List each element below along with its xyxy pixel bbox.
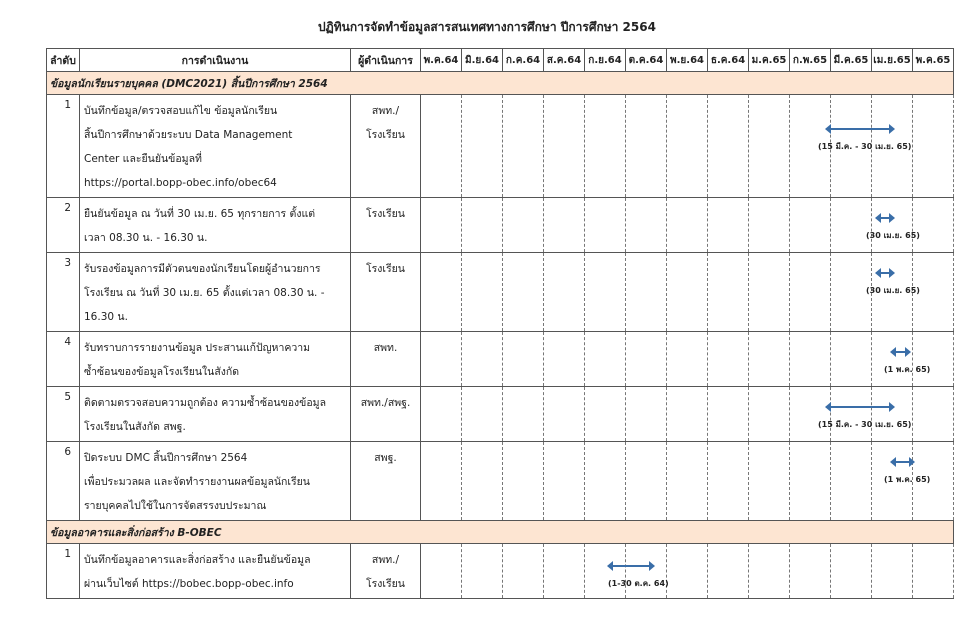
timeline-label: (30 เม.ย. 65)	[866, 230, 920, 240]
month-cell	[585, 332, 626, 387]
month-cell	[626, 253, 667, 332]
month-cell	[749, 332, 790, 387]
month-cell	[667, 387, 708, 442]
month-cell	[708, 332, 749, 387]
timeline-label: (15 มี.ค. - 30 เม.ย. 65)	[818, 419, 912, 429]
month-cell	[790, 332, 831, 387]
month-cell	[585, 95, 626, 198]
col-month: ม.ค.65	[749, 49, 790, 72]
activity-line: บันทึกข้อมูล/ตรวจสอบแก้ไข ข้อมูลนักเรียน	[84, 105, 278, 117]
responsible-line: โรงเรียน	[366, 208, 405, 220]
month-cell	[585, 253, 626, 332]
responsible-line: สพท.	[373, 342, 398, 354]
responsible-line: โรงเรียน	[366, 129, 405, 141]
activity-line: รายบุคคลไปใช้ในการจัดสรรงบประมาณ	[84, 500, 267, 512]
responsible-line: โรงเรียน	[366, 578, 405, 590]
month-cell	[462, 198, 503, 253]
activity-line: สิ้นปีการศึกษาด้วยระบบ Data Management	[84, 129, 293, 141]
month-cell	[872, 544, 913, 599]
col-activity: การดำเนินงาน	[80, 49, 351, 72]
month-cell	[421, 95, 462, 198]
month-cell	[667, 95, 708, 198]
month-cell	[872, 198, 913, 253]
activity-line: รับรองข้อมูลการมีตัวตนของนักเรียนโดยผู้อำนวยการ	[84, 263, 321, 275]
month-cell	[421, 253, 462, 332]
month-cell	[503, 442, 544, 521]
month-cell	[544, 332, 585, 387]
col-month: เม.ย.65	[872, 49, 913, 72]
responsible-cell	[351, 544, 421, 599]
month-cell	[790, 442, 831, 521]
month-cell	[708, 387, 749, 442]
row-number: 5	[47, 387, 80, 442]
month-cell	[913, 544, 954, 599]
col-month: พ.ค.64	[421, 49, 462, 72]
col-month: ส.ค.64	[544, 49, 585, 72]
month-cell	[462, 253, 503, 332]
month-cell	[462, 332, 503, 387]
activity-line: บันทึกข้อมูลอาคารและสิ่งก่อสร้าง และยืนยันข้อมูล	[84, 554, 311, 566]
section-title: ข้อมูลนักเรียนรายบุคคล (DMC2021) สิ้นปีการศึกษา 2564	[47, 72, 954, 95]
month-cell	[626, 442, 667, 521]
responsible-cell	[351, 198, 421, 253]
activity-line: โรงเรียน ณ วันที่ 30 เม.ย. 65 ตั้งแต่เวลา 08.30 น. -	[84, 287, 325, 299]
row-number: 1	[47, 544, 80, 599]
month-cell	[913, 253, 954, 332]
page-title: ปฏิทินการจัดทำข้อมูลสารสนเทศทางการศึกษา ปีการศึกษา 2564	[318, 20, 656, 34]
col-responsible: ผู้ดำเนินการ	[351, 49, 421, 72]
month-cell	[667, 332, 708, 387]
month-cell	[421, 387, 462, 442]
table-row	[47, 442, 954, 521]
table-row	[47, 544, 954, 599]
month-cell	[544, 387, 585, 442]
activity-cell	[80, 387, 351, 442]
month-cell	[544, 544, 585, 599]
month-cell	[462, 387, 503, 442]
month-cell	[626, 95, 667, 198]
activity-line: https://portal.bopp-obec.info/obec64	[84, 177, 277, 189]
row-number: 3	[47, 253, 80, 332]
month-cell	[503, 332, 544, 387]
table-row	[47, 253, 954, 332]
table-row	[47, 198, 954, 253]
col-month: มี.ค.65	[831, 49, 872, 72]
col-month: ก.ค.64	[503, 49, 544, 72]
month-cell	[831, 387, 872, 442]
month-cell	[544, 442, 585, 521]
month-cell	[503, 544, 544, 599]
month-cell	[667, 544, 708, 599]
month-cell	[749, 387, 790, 442]
responsible-cell	[351, 253, 421, 332]
month-cell	[708, 442, 749, 521]
responsible-line: โรงเรียน	[366, 263, 405, 275]
month-cell	[462, 544, 503, 599]
table-row	[47, 387, 954, 442]
month-cell	[544, 95, 585, 198]
activity-cell	[80, 332, 351, 387]
activity-line: ผ่านเว็บไซต์ https://bobec.bopp-obec.info	[84, 578, 294, 590]
month-cell	[913, 332, 954, 387]
col-month: ต.ค.64	[626, 49, 667, 72]
responsible-cell	[351, 95, 421, 198]
responsible-cell	[351, 387, 421, 442]
responsible-line: สพท./	[371, 554, 400, 566]
month-cell	[503, 387, 544, 442]
month-cell	[462, 442, 503, 521]
col-month: ก.ย.64	[585, 49, 626, 72]
activity-line: 16.30 น.	[84, 311, 128, 323]
month-cell	[585, 198, 626, 253]
responsible-line: สพท./	[371, 105, 400, 117]
month-cell	[626, 387, 667, 442]
activity-line: Center และยืนยันข้อมูลที่	[84, 153, 202, 165]
month-cell	[872, 253, 913, 332]
month-cell	[790, 95, 831, 198]
section-title: ข้อมูลอาคารและสิ่งก่อสร้าง B-OBEC	[47, 521, 954, 544]
month-cell	[749, 544, 790, 599]
section-header	[47, 72, 954, 95]
month-cell	[626, 544, 667, 599]
col-month: พ.ย.64	[667, 49, 708, 72]
activity-cell	[80, 95, 351, 198]
month-cell	[790, 198, 831, 253]
timeline-label: (1 พ.ค. 65)	[884, 364, 931, 374]
month-cell	[790, 387, 831, 442]
activity-cell	[80, 198, 351, 253]
month-cell	[831, 198, 872, 253]
month-cell	[872, 442, 913, 521]
activity-cell	[80, 442, 351, 521]
month-cell	[913, 95, 954, 198]
activity-line: ซ้ำซ้อนของข้อมูลโรงเรียนในสังกัด	[84, 366, 240, 378]
month-cell	[708, 198, 749, 253]
responsible-line: สพฐ.	[374, 452, 397, 464]
month-cell	[831, 544, 872, 599]
month-cell	[831, 442, 872, 521]
responsible-line: สพท./สพฐ.	[360, 397, 411, 409]
month-cell	[544, 198, 585, 253]
col-month: มิ.ย.64	[462, 49, 503, 72]
month-cell	[708, 95, 749, 198]
month-cell	[503, 198, 544, 253]
month-cell	[544, 253, 585, 332]
month-cell	[626, 332, 667, 387]
timeline-label: (1 พ.ค. 65)	[884, 474, 931, 484]
month-cell	[503, 95, 544, 198]
month-cell	[831, 253, 872, 332]
activity-line: ติดตามตรวจสอบความถูกต้อง ความซ้ำซ้อนของข้อมูล	[84, 397, 327, 409]
month-cell	[913, 198, 954, 253]
month-cell	[667, 198, 708, 253]
row-number: 6	[47, 442, 80, 521]
month-cell	[872, 95, 913, 198]
activity-line: โรงเรียนในสังกัด สพฐ.	[84, 421, 186, 433]
activity-cell	[80, 253, 351, 332]
month-cell	[749, 442, 790, 521]
month-cell	[872, 332, 913, 387]
month-cell	[585, 544, 626, 599]
timeline-label: (1-30 ต.ค. 64)	[608, 578, 669, 588]
month-cell	[421, 198, 462, 253]
month-cell	[749, 95, 790, 198]
month-cell	[831, 332, 872, 387]
col-month: พ.ค.65	[913, 49, 954, 72]
month-cell	[708, 253, 749, 332]
month-cell	[421, 442, 462, 521]
col-month: ก.พ.65	[790, 49, 831, 72]
header-row	[47, 49, 954, 72]
month-cell	[421, 544, 462, 599]
col-month: ธ.ค.64	[708, 49, 749, 72]
activity-line: เพื่อประมวลผล และจัดทำรายงานผลข้อมูลนักเรียน	[84, 476, 310, 488]
table-row	[47, 332, 954, 387]
responsible-cell	[351, 332, 421, 387]
month-cell	[421, 332, 462, 387]
month-cell	[585, 387, 626, 442]
activity-line: รับทราบการรายงานข้อมูล ประสานแก้ปัญหาความ	[84, 342, 311, 354]
schedule-table	[46, 48, 954, 599]
row-number: 4	[47, 332, 80, 387]
section-header	[47, 521, 954, 544]
month-cell	[831, 95, 872, 198]
activity-line: เวลา 08.30 น. - 16.30 น.	[84, 232, 208, 244]
month-cell	[626, 198, 667, 253]
timeline-label: (30 เม.ย. 65)	[866, 285, 920, 295]
month-cell	[913, 442, 954, 521]
month-cell	[667, 253, 708, 332]
month-cell	[790, 253, 831, 332]
activity-cell	[80, 544, 351, 599]
activity-line: ปิดระบบ DMC สิ้นปีการศึกษา 2564	[84, 452, 248, 464]
table-row	[47, 95, 954, 198]
month-cell	[462, 95, 503, 198]
timeline-label: (15 มี.ค. - 30 เม.ย. 65)	[818, 141, 912, 151]
month-cell	[708, 544, 749, 599]
month-cell	[913, 387, 954, 442]
col-no: ลำดับ	[47, 49, 80, 72]
month-cell	[790, 544, 831, 599]
row-number: 2	[47, 198, 80, 253]
row-number: 1	[47, 95, 80, 198]
month-cell	[585, 442, 626, 521]
month-cell	[749, 198, 790, 253]
month-cell	[667, 442, 708, 521]
responsible-cell	[351, 442, 421, 521]
month-cell	[872, 387, 913, 442]
month-cell	[503, 253, 544, 332]
activity-line: ยืนยันข้อมูล ณ วันที่ 30 เม.ย. 65 ทุกรายการ ตั้งแต่	[84, 208, 316, 220]
month-cell	[749, 253, 790, 332]
